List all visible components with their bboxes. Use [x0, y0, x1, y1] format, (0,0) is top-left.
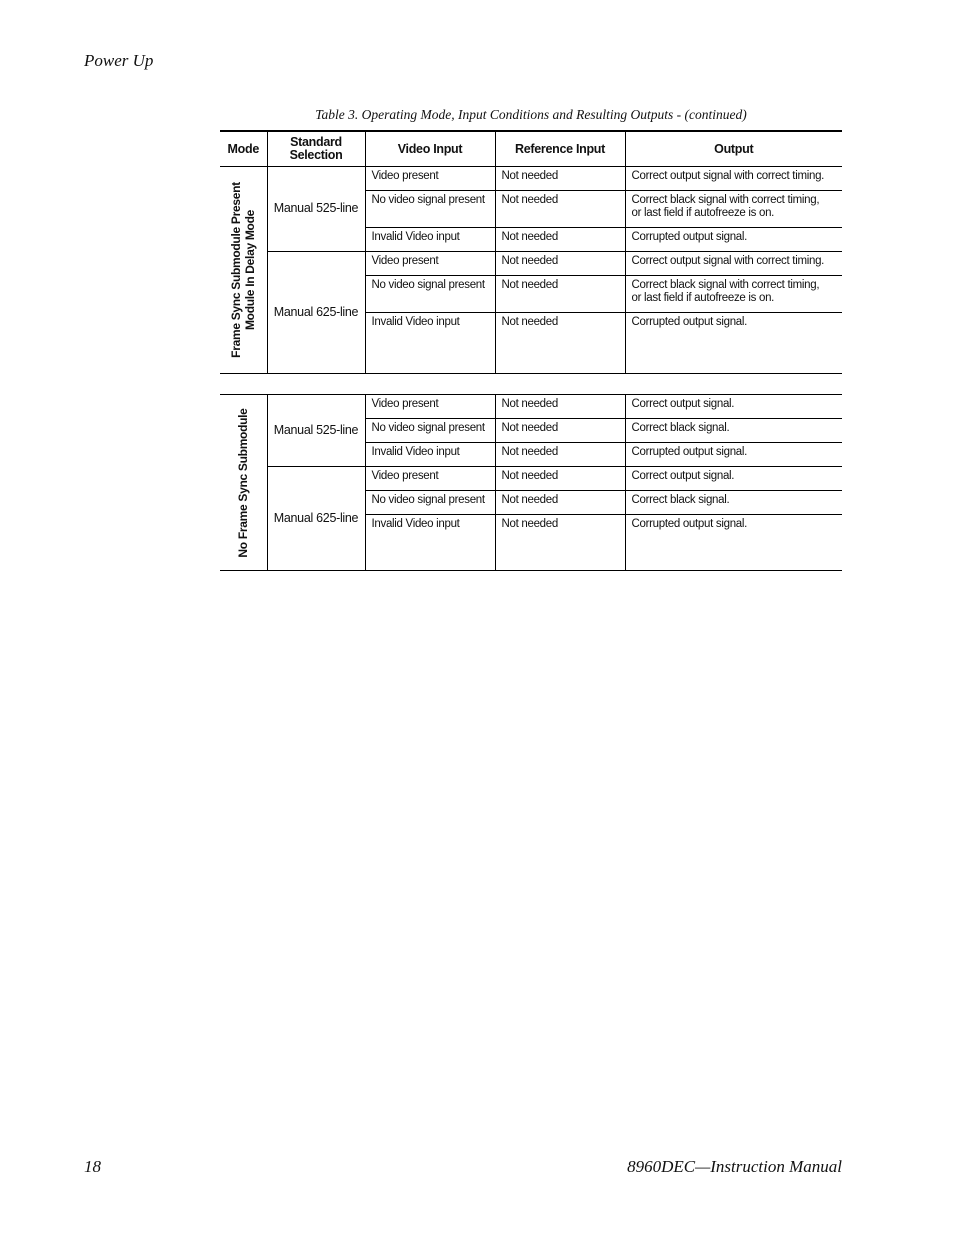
column-header-video-input: Video Input — [365, 131, 495, 167]
mode-label-line: Frame Sync Submodule Present — [229, 182, 244, 358]
reference-input-cell: Not needed — [495, 191, 625, 228]
reference-input-cell: Not needed — [495, 419, 625, 443]
table-header-row — [220, 131, 842, 167]
video-input-cell: Invalid Video input — [365, 228, 495, 252]
output-line: Correct black signal with correct timing, — [631, 279, 820, 291]
page-number: 18 — [84, 1157, 101, 1176]
table-row — [220, 167, 842, 191]
output-line: Corrupted output signal. — [631, 446, 748, 458]
output-line: Correct output signal with correct timing. — [631, 255, 825, 267]
output-line: Correct output signal. — [631, 470, 735, 482]
output-line: or last field if autofreeze is on. — [631, 207, 775, 219]
mode-label-line: Module In Delay Mode — [243, 210, 258, 331]
mode-cell — [220, 167, 267, 374]
manual-title: 8960DEC—Instruction Manual — [627, 1157, 842, 1176]
output-line: or last field if autofreeze is on. — [631, 292, 775, 304]
reference-input-cell: Not needed — [495, 443, 625, 467]
video-input-cell: No video signal present — [365, 491, 495, 515]
output-cell — [625, 515, 842, 571]
reference-input-cell: Not needed — [495, 467, 625, 491]
standard-selection-cell: Manual 625-line — [267, 467, 365, 571]
column-header-mode: Mode — [220, 131, 267, 167]
table-caption: Table 3. Operating Mode, Input Conditions and Resulting Outputs - (continued) — [315, 107, 747, 122]
output-cell — [625, 228, 842, 252]
table-row — [220, 395, 842, 419]
output-line: Correct output signal with correct timing. — [631, 170, 825, 182]
mode-cell — [220, 395, 267, 571]
video-input-cell: Invalid Video input — [365, 313, 495, 374]
output-line: Correct black signal. — [631, 494, 730, 506]
output-line: Corrupted output signal. — [631, 518, 748, 530]
output-cell — [625, 491, 842, 515]
reference-input-cell: Not needed — [495, 276, 625, 313]
table-body — [220, 167, 842, 571]
operating-mode-table — [220, 130, 842, 571]
video-input-cell: Invalid Video input — [365, 515, 495, 571]
output-line: Correct black signal with correct timing, — [631, 194, 820, 206]
output-cell — [625, 419, 842, 443]
mode-label-line: No Frame Sync Submodule — [236, 407, 251, 558]
column-header-reference-input: Reference Input — [495, 131, 625, 167]
output-line: Corrupted output signal. — [631, 316, 748, 328]
output-cell — [625, 191, 842, 228]
column-header-standard-selection: Standard Selection — [267, 131, 365, 167]
output-cell — [625, 167, 842, 191]
video-input-cell: No video signal present — [365, 419, 495, 443]
table-row — [220, 467, 842, 491]
reference-input-cell: Not needed — [495, 515, 625, 571]
output-cell — [625, 395, 842, 419]
video-input-cell: Video present — [365, 467, 495, 491]
video-input-cell: Video present — [365, 395, 495, 419]
column-header-output: Output — [625, 131, 842, 167]
mode-label — [229, 182, 257, 358]
reference-input-cell: Not needed — [495, 395, 625, 419]
reference-input-cell: Not needed — [495, 252, 625, 276]
reference-input-cell: Not needed — [495, 491, 625, 515]
output-line: Correct output signal. — [631, 398, 735, 410]
output-line: Corrupted output signal. — [631, 231, 748, 243]
video-input-cell: No video signal present — [365, 276, 495, 313]
standard-selection-cell: Manual 625-line — [267, 252, 365, 374]
output-line: Correct black signal. — [631, 422, 730, 434]
group-spacer — [220, 374, 842, 395]
reference-input-cell: Not needed — [495, 313, 625, 374]
reference-input-cell: Not needed — [495, 167, 625, 191]
reference-input-cell: Not needed — [495, 228, 625, 252]
video-input-cell: Invalid Video input — [365, 443, 495, 467]
output-cell — [625, 467, 842, 491]
video-input-cell: No video signal present — [365, 191, 495, 228]
standard-selection-cell: Manual 525-line — [267, 167, 365, 252]
mode-label — [236, 408, 250, 557]
output-cell — [625, 252, 842, 276]
output-cell — [625, 276, 842, 313]
standard-selection-cell: Manual 525-line — [267, 395, 365, 467]
output-cell — [625, 313, 842, 374]
output-cell — [625, 443, 842, 467]
running-head: Power Up — [84, 51, 154, 70]
table-row — [220, 252, 842, 276]
video-input-cell: Video present — [365, 252, 495, 276]
video-input-cell: Video present — [365, 167, 495, 191]
